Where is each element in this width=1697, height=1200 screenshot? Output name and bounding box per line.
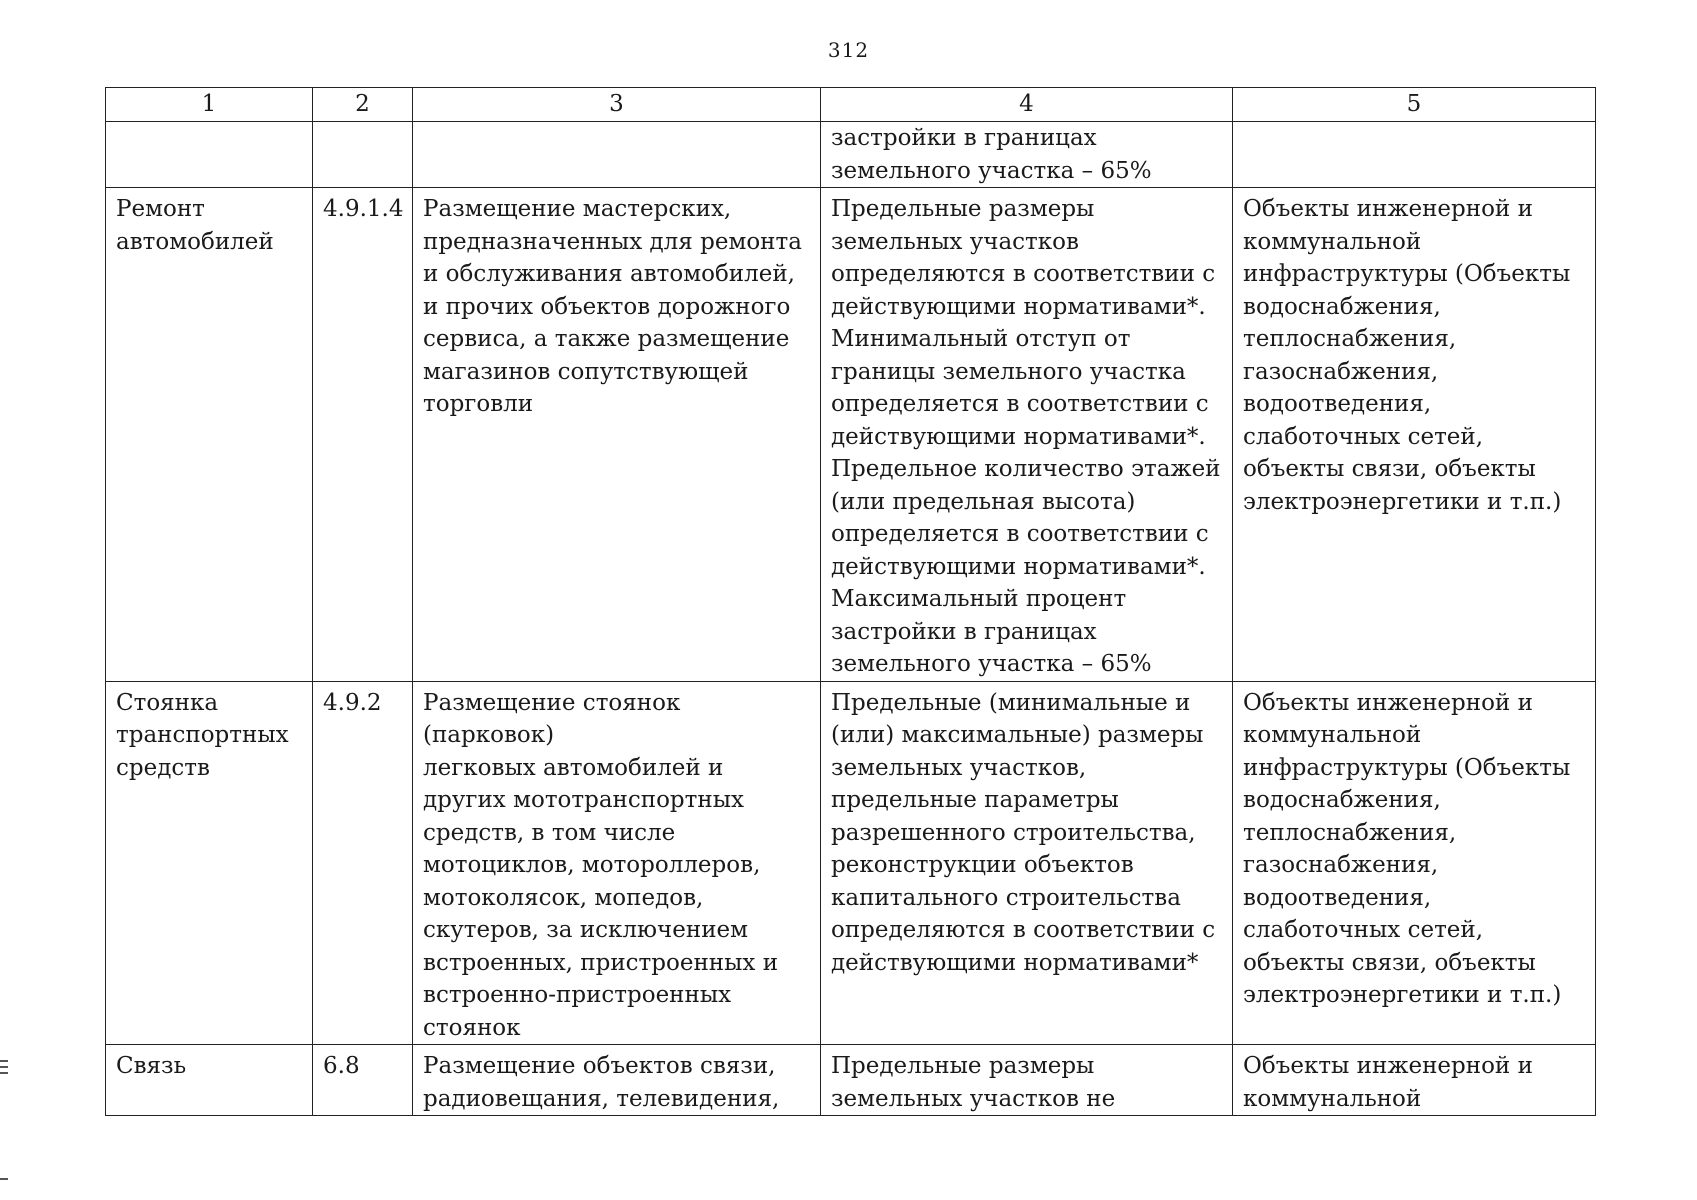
- cell-use-description: [413, 122, 821, 188]
- column-header-3: 3: [413, 88, 821, 122]
- table-header-row: [106, 88, 1596, 122]
- cell-use-name: Ремонт автомобилей: [106, 188, 313, 682]
- cell-parameters: Предельные размеры земельных участков не: [821, 1045, 1233, 1116]
- cell-use-code: 4.9.2: [313, 681, 413, 1045]
- cell-infrastructure: Объекты инженерной и коммунальной инфраструктуры (Объекты водоснабжения, теплоснабжения, газоснабжения, водоотведения, слаботочных сетей, объекты связи, объекты электроэнергетики и т.п.): [1233, 681, 1596, 1045]
- column-header-4: 4: [821, 88, 1233, 122]
- cell-use-code: [313, 122, 413, 188]
- cell-use-code: 6.8: [313, 1045, 413, 1116]
- cell-use-description: Размещение объектов связи, радиовещания, телевидения,: [413, 1045, 821, 1116]
- cell-parameters: застройки в границах земельного участка – 65%: [821, 122, 1233, 188]
- cell-use-name: Стоянка транспортных средств: [106, 681, 313, 1045]
- column-header-1: 1: [106, 88, 313, 122]
- table-row-vehicle-parking: [106, 681, 1596, 1045]
- cell-infrastructure: Объекты инженерной и коммунальной инфраструктуры (Объекты водоснабжения, теплоснабжения, газоснабжения, водоотведения, слаботочных сетей, объекты связи, объекты электроэнергетики и т.п.): [1233, 188, 1596, 682]
- column-header-5: 5: [1233, 88, 1596, 122]
- cell-parameters: Предельные (минимальные и (или) максимальные) размеры земельных участков, предельные параметры разрешенного строительства, реконструкции объектов капитального строительства определяются в соответствии с действующими нормативами*: [821, 681, 1233, 1045]
- scan-edge-mark: [0, 1072, 8, 1074]
- scan-edge-mark: [0, 1060, 8, 1062]
- table-row-continuation: [106, 122, 1596, 188]
- table-row-communications: [106, 1045, 1596, 1116]
- cell-use-description: Размещение мастерских, предназначенных для ремонта и обслуживания автомобилей, и прочих объектов дорожного сервиса, а также размещение магазинов сопутствующей торговли: [413, 188, 821, 682]
- cell-use-name: [106, 122, 313, 188]
- cell-infrastructure: [1233, 122, 1596, 188]
- table-row-car-repair: [106, 188, 1596, 682]
- cell-parameters: Предельные размеры земельных участков определяются в соответствии с действующими нормативами*. Минимальный отступ от границы земельного участка определяется в соответствии с действующими нормативами*. Предельное количество этажей (или предельная высота) определяется в соответствии с действующими нормативами*. Максимальный процент застройки в границах земельного участка – 65%: [821, 188, 1233, 682]
- cell-use-code: 4.9.1.4: [313, 188, 413, 682]
- land-use-table: [105, 87, 1596, 1116]
- scan-edge-mark: [0, 1066, 8, 1068]
- page-number: 312: [827, 38, 870, 62]
- column-header-2: 2: [313, 88, 413, 122]
- scan-edge-mark: [0, 1178, 8, 1180]
- cell-use-name: Связь: [106, 1045, 313, 1116]
- cell-infrastructure: Объекты инженерной и коммунальной: [1233, 1045, 1596, 1116]
- cell-use-description: Размещение стоянок (парковок) легковых автомобилей и других мототранспортных средств, в том числе мотоциклов, мотороллеров, мотоколясок, мопедов, скутеров, за исключением встроенных, пристроенных и встроенно-пристроенных стоянок: [413, 681, 821, 1045]
